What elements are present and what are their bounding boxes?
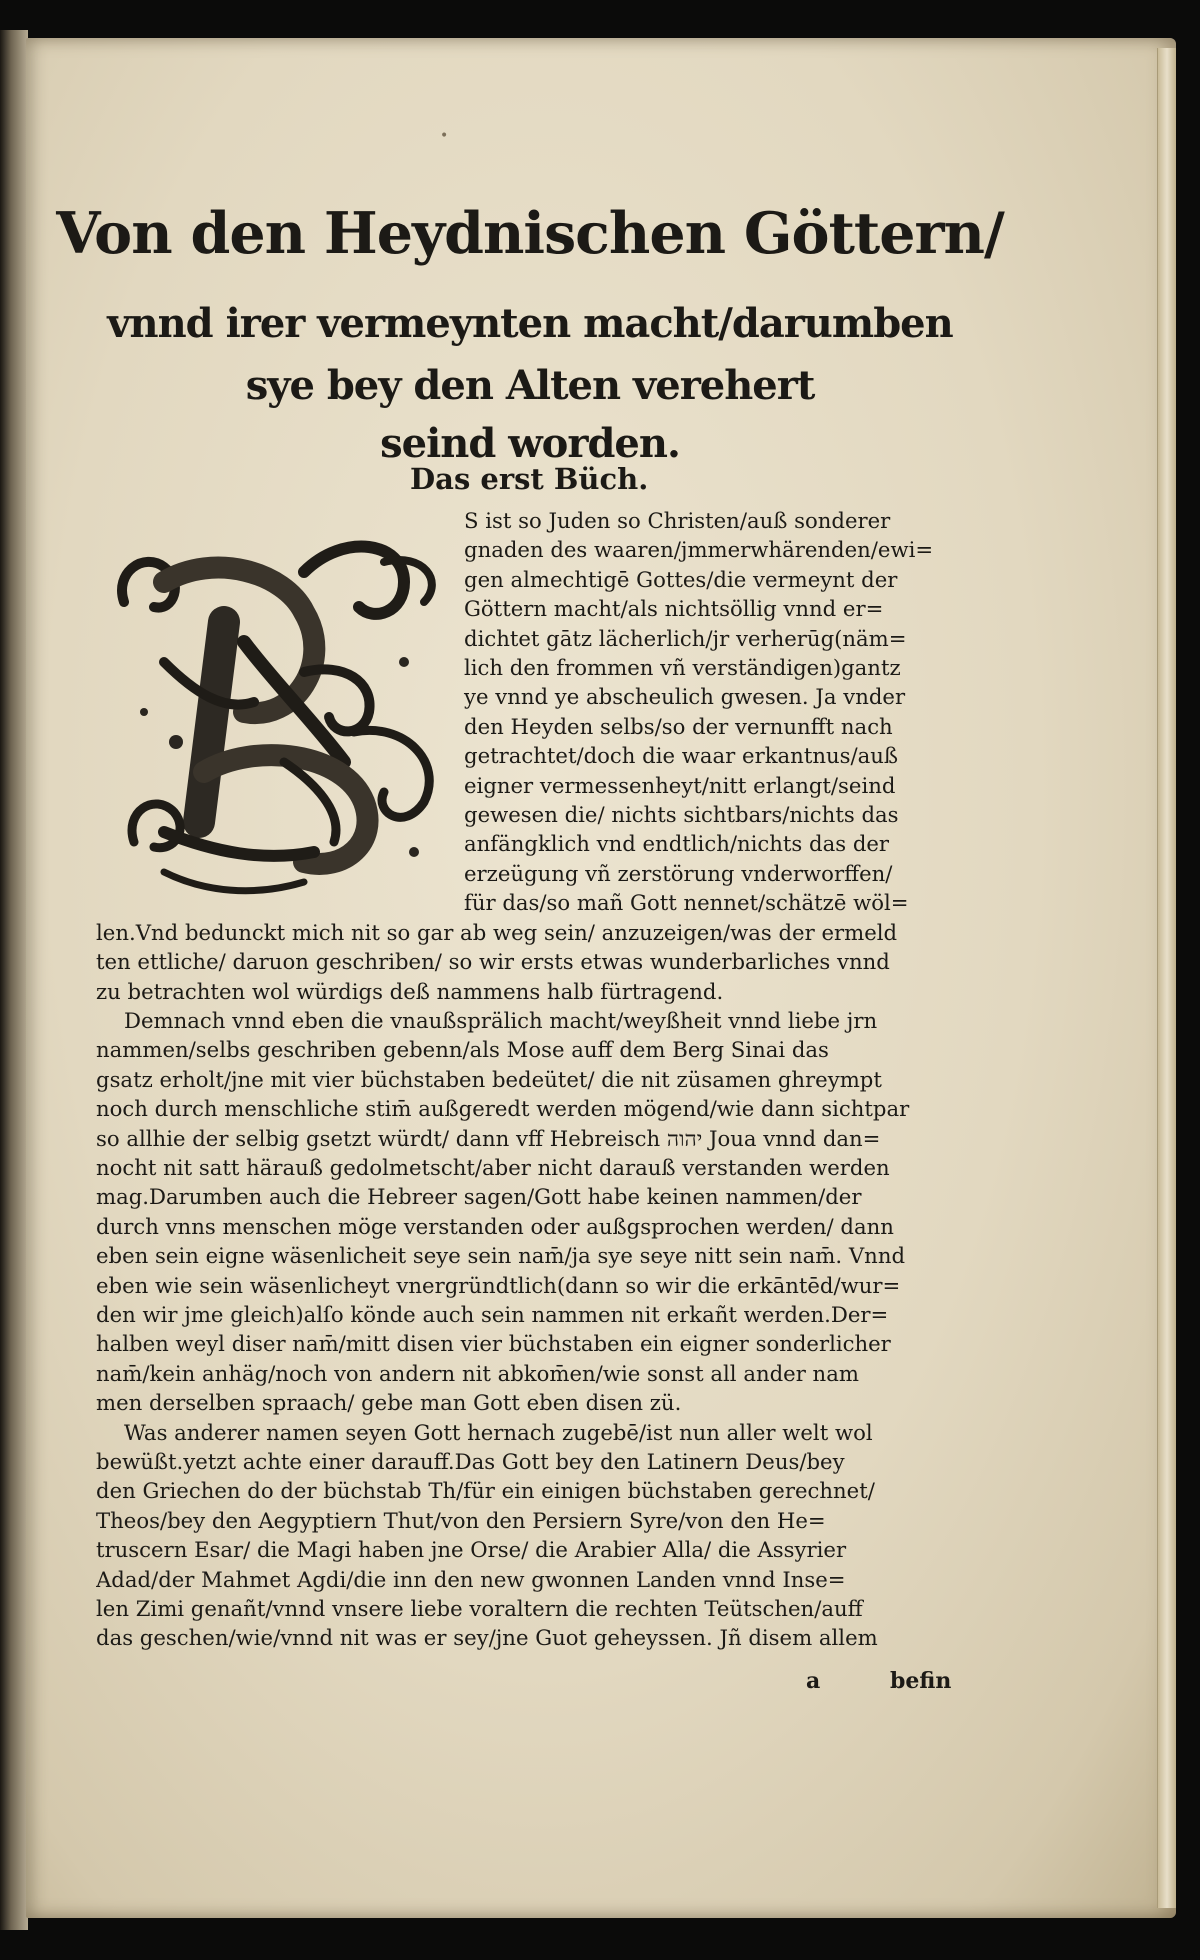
text-line: len Zimi genañt/vnnd vnsere liebe voraltern die rechten Teütschen/auff <box>96 1596 863 1622</box>
text-line: nammen/selbs geschriben gebenn/als Mose auff dem Berg Sinai das <box>96 1037 829 1063</box>
text-line: durch vnns menschen möge verstanden oder außgsprochen werden/ dann <box>96 1213 894 1239</box>
book-spine <box>0 30 28 1930</box>
catchword: befin <box>890 1668 952 1694</box>
text-line: Was anderer namen seyen Gott hernach zugebē/ist nun aller welt wol <box>124 1419 873 1445</box>
text-line: lich den frommen vñ verständigen)gantz <box>464 655 901 681</box>
text-line: ten ettliche/ daruon geschriben/ so wir ersts etwas wunderbarliches vnnd <box>96 949 890 975</box>
text-line: anfängklich vnd endtlich/nichts das der <box>464 831 890 857</box>
text-line: den wir jme gleich)alſo könde auch sein nammen nit erkañt werden.Der= <box>96 1301 889 1327</box>
body-text <box>96 506 956 1653</box>
printer-mark: • <box>440 128 449 144</box>
text-line: den Griechen do der büchstab Th/für ein einigen büchstaben gerechnet/ <box>96 1478 875 1504</box>
text-line: dichtet gātz lächerlich/jr verherūg(näm= <box>464 625 907 651</box>
text-line: den Heyden selbs/so der vernunfft nach <box>464 713 893 739</box>
text-line: bewüßt.yetzt achte einer darauff.Das Gott bey den Latinern Deus/bey <box>96 1449 845 1474</box>
text-line: ye vnnd ye abscheulich gwesen. Ja vnder <box>464 684 906 710</box>
text-line: men derselben spraach/ gebe man Gott eben disen zü. <box>96 1390 682 1416</box>
text-line: nocht nit satt härauß gedolmetscht/aber nicht darauß verstanden werden <box>96 1154 890 1180</box>
title-line-2: vnnd irer vermeynten macht/darumben <box>107 300 953 347</box>
text-line: gen almechtigē Gottes/die vermeynt der <box>464 566 898 592</box>
text-line: Adad/der Mahmet Agdi/die inn den new gwonnen Landen vnnd Inse= <box>96 1566 846 1592</box>
text-line: Theos/bey den Aegyptiern Thut/von den Persiern Syre/von den He= <box>96 1507 826 1533</box>
text-line: erzeügung vñ zerstörung vnderworffen/ <box>464 860 893 886</box>
text-line: getrachtet/doch die waar erkantnus/auß <box>464 743 899 769</box>
text-line: gewesen die/ nichts sichtbars/nichts das <box>464 802 899 828</box>
text-line: S ist so Juden so Christen/auß sonderer <box>464 508 891 533</box>
title-line-3: sye bey den Alten verehert <box>245 362 815 409</box>
text-line: zu betrachten wol würdigs deß nammens halb fürtragend. <box>96 978 724 1004</box>
book-heading: Das erst Büch. <box>410 462 649 496</box>
signature-mark: a <box>806 1668 821 1694</box>
title-line-1: Von den Heydnischen Göttern/ <box>56 200 1004 267</box>
text-line: mag.Darumben auch die Hebreer sagen/Gott habe keinen nammen/der <box>96 1184 862 1210</box>
title-line-4: seind worden. <box>380 420 680 467</box>
text-line: noch durch menschliche stim̄ außgeredt werden mögend/wie dann sichtpar <box>96 1096 910 1122</box>
page-edge <box>1157 48 1176 1908</box>
text-line: eben wie sein wäsenlicheyt vnergründtlich(dann so wir die erkāntēd/wur= <box>96 1272 901 1298</box>
text-line: nam̄/kein anhäg/noch von andern nit abkom̄en/wie sonst all ander nam <box>96 1360 859 1386</box>
text-line: gsatz erholt/jne mit vier büchstaben bedeütet/ die nit züsamen ghreympt <box>96 1066 882 1092</box>
text-line: halben weyl diser nam̄/mitt disen vier büchstaben ein eigner sonderlicher <box>96 1331 891 1357</box>
text-line: das geschen/wie/vnnd nit was er sey/jne Guot geheyssen. Jñ disem allem <box>96 1625 878 1651</box>
text-line: Göttern macht/als nichtsöllig vnnd er= <box>464 596 884 622</box>
text-line: eigner vermessenheyt/nitt erlangt/seind <box>464 772 896 798</box>
text-line: len.Vnd bedunckt mich nit so gar ab weg sein/ anzuzeigen/was der ermeld <box>96 919 898 945</box>
text-line: so allhie der selbig gsetzt würdt/ dann vff Hebreisch יהוה Joua vnnd dan= <box>96 1125 881 1151</box>
text-line: truscern Esar/ die Magi haben jne Orse/ die Arabier Alla/ die Assyrier <box>96 1537 847 1563</box>
text-line: Demnach vnnd eben die vnaußsprälich macht/weyßheit vnnd liebe jrn <box>124 1007 878 1033</box>
text-line: eben sein eigne wäsenlicheit seye sein nam̄/ja sye seye nitt sein nam̄. Vnnd <box>96 1243 906 1269</box>
text-line: für das/so mañ Gott nennet/schätzē wöl= <box>464 890 909 916</box>
text-line: gnaden des waaren/jmmerwhärenden/ewi= <box>464 537 934 563</box>
